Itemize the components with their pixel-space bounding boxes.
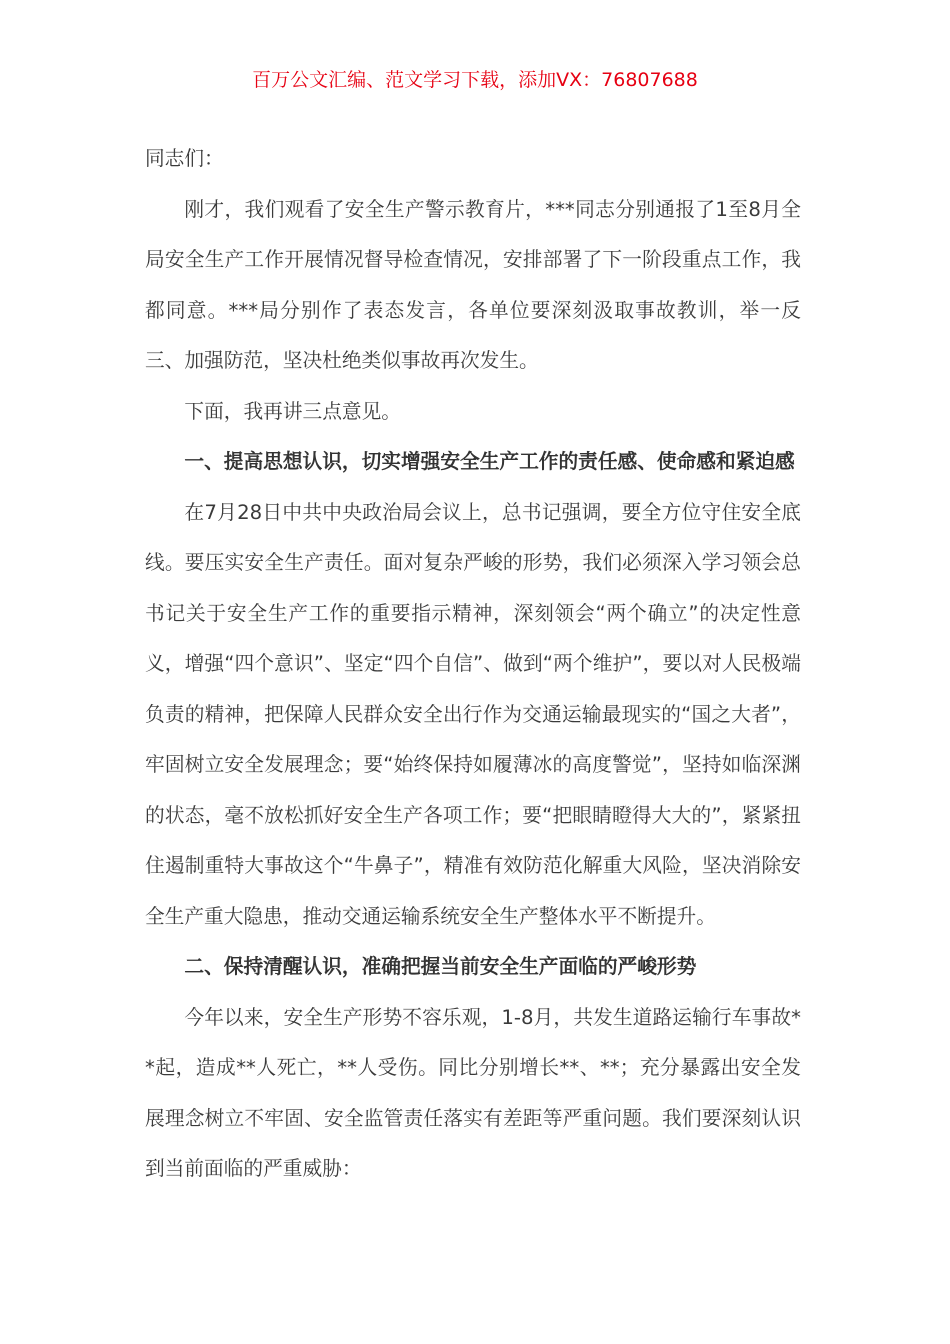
paragraph-section-2: 今年以来，安全生产形势不容乐观，1-8月，共发生道路运输行车事故**起，造成**人死亡，**人受伤。同比分别增长**、**；充分暴露出安全发展理念树立不牢固、安全监管责任落实有差距等严重问题。我们要深刻认识到当前面临的严重威胁： xyxy=(145,1005,801,1180)
watermark-banner: 百万公文汇编、范文学习下载，添加VX：76807688 xyxy=(252,69,698,91)
paragraph-opening: 刚才，我们观看了安全生产警示教育片，***同志分别通报了1至8月全局安全生产工作开展情况督导检查情况，安排部署了下一阶段重点工作，我都同意。***局分别作了表态发言，各单位要深刻汲取事故教训，举一反三、加强防范，坚决杜绝类似事故再次发生。 xyxy=(145,197,801,372)
salutation: 同志们： xyxy=(145,147,224,170)
section-heading-1: 一、提高思想认识，切实增强安全生产工作的责任感、使命感和紧迫感 xyxy=(184,450,795,473)
paragraph-transition: 下面，我再讲三点意见。 xyxy=(184,399,401,423)
document-body xyxy=(145,134,801,1195)
paragraph-section-1: 在7月28日中共中央政治局会议上，总书记强调，要全方位守住安全底线。要压实安全生产责任。面对复杂严峻的形势，我们必须深入学习领会总书记关于安全生产工作的重要指示精神，深刻领会“两个确立”的决定性意义，增强“四个意识”、坚定“四个自信”、做到“两个维护”，要以对人民极端负责的精神，把保障人民群众安全出行作为交通运输最现实的“国之大者”，牢固树立安全发展理念；要“始终保持如履薄冰的高度警觉”，坚持如临深渊的状态，毫不放松抓好安全生产各项工作；要“把眼睛瞪得大大的”，紧紧扭住遏制重特大事故这个“牛鼻子”，精准有效防范化解重大风险，坚决消除安全生产重大隐患，推动交通运输系统安全生产整体水平不断提升。 xyxy=(145,500,801,928)
section-heading-2: 二、保持清醒认识，准确把握当前安全生产面临的严峻形势 xyxy=(184,955,697,978)
